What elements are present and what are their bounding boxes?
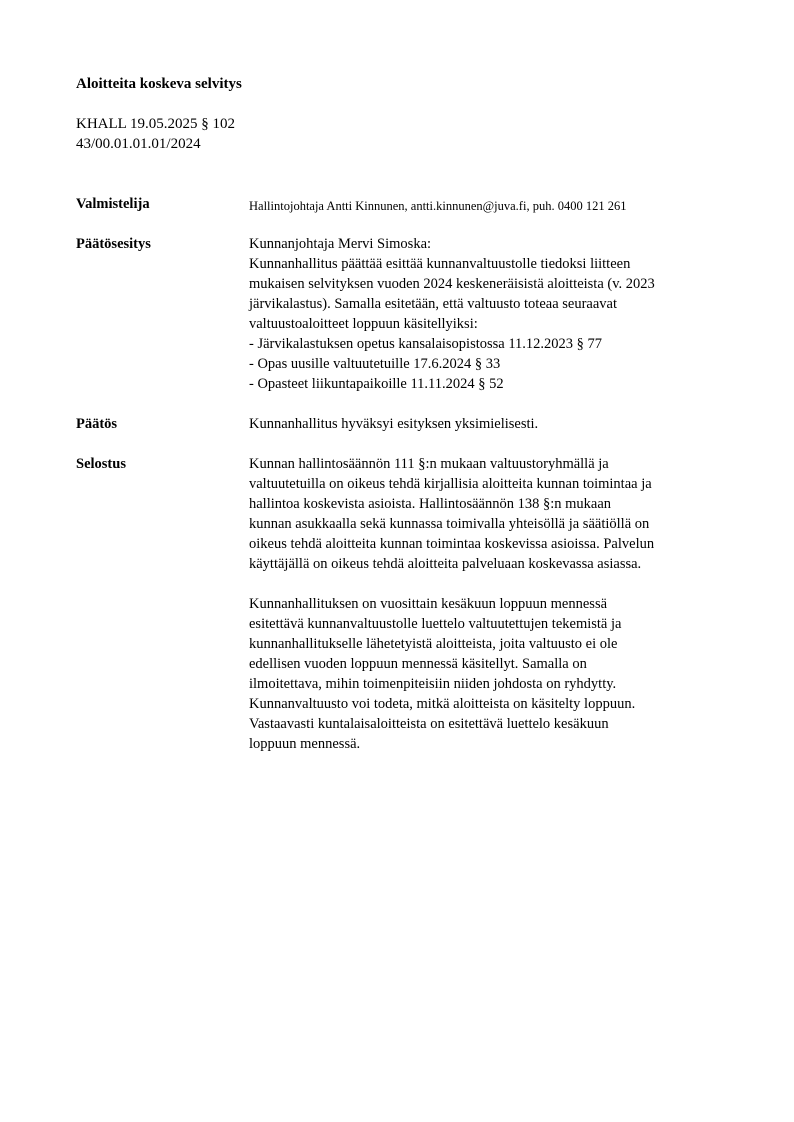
explanation-line: esitettävä kunnanvaltuustolle luettelo valtuutettujen tekemistä ja [249, 616, 622, 632]
explanation-line: hallintoa koskevista asioista. Hallintosäännön 138 §:n mukaan [249, 496, 612, 512]
proposal-list-item: - Opasteet liikuntapaikoille 11.11.2024 § 52 [249, 376, 504, 392]
explanation-line: Vastaavasti kuntalaisaloitteista on esitettävä luettelo kesäkuun [249, 716, 609, 732]
explanation-line: loppuun mennessä. [249, 736, 361, 752]
explanation-line: ilmoitettava, mihin toimenpiteisiin niiden johdosta on ryhdytty. [249, 676, 617, 692]
proposal-line: järvikalastus). Samalla esitetään, että valtuusto toteaa seuraavat [249, 296, 617, 312]
proposal-line: Kunnanjohtaja Mervi Simoska: [249, 236, 432, 252]
explanation-line: käyttäjällä on oikeus tehdä aloitteita palveluaan koskevassa asiassa. [249, 556, 642, 572]
proposal-list-item: - Järvikalastuksen opetus kansalaisopistossa 11.12.2023 § 77 [249, 336, 603, 352]
decision-text [249, 414, 749, 434]
preparer-text: Hallintojohtaja Antti Kinnunen, antti.kinnunen@juva.fi, puh. 0400 121 261 [249, 199, 627, 213]
document-title: Aloitteita koskeva selvitys [76, 76, 242, 92]
explanation-line: edellisen vuoden loppuun mennessä käsitellyt. Samalla on [249, 656, 587, 672]
paragraph-gap [249, 574, 749, 594]
proposal-text [249, 234, 749, 394]
explanation-text [249, 454, 749, 754]
section-label-valmistelija: Valmistelija [76, 196, 150, 212]
section-label-selostus: Selostus [76, 456, 126, 472]
explanation-line: kunnan asukkaalla sekä kunnassa toimivalla yhteisöllä ja säätiöllä on [249, 516, 650, 532]
preparer-info [249, 196, 749, 216]
diary-number: 43/00.01.01.01/2024 [76, 136, 201, 152]
proposal-list-item: - Opas uusille valtuutetuille 17.6.2024 § 33 [249, 356, 501, 372]
explanation-line: oikeus tehdä aloitteita kunnan toimintaa koskevissa asioissa. Palvelun [249, 536, 655, 552]
proposal-line: valtuustoaloitteet loppuun käsitellyiksi: [249, 316, 478, 332]
meeting-reference: KHALL 19.05.2025 § 102 [76, 116, 236, 132]
proposal-line: Kunnanhallitus päättää esittää kunnanvaltuustolle tiedoksi liitteen [249, 256, 631, 272]
explanation-line: Kunnanvaltuusto voi todeta, mitkä aloitteista on käsitelty loppuun. [249, 696, 636, 712]
decision-line: Kunnanhallitus hyväksyi esityksen yksimielisesti. [249, 416, 539, 432]
explanation-line: Kunnan hallintosäännön 111 §:n mukaan valtuustoryhmällä ja [249, 456, 609, 472]
proposal-line: mukaisen selvityksen vuoden 2024 keskeneräisistä aloitteista (v. 2023 [249, 276, 655, 292]
section-label-paatosesitys: Päätösesitys [76, 236, 151, 252]
explanation-line: Kunnanhallituksen on vuosittain kesäkuun loppuun mennessä [249, 596, 608, 612]
explanation-line: kunnanhallitukselle lähetetyistä aloitteista, joita valtuusto ei ole [249, 636, 618, 652]
section-label-paatos: Päätös [76, 416, 118, 432]
explanation-line: valtuutetuilla on oikeus tehdä kirjallisia aloitteita kunnan toimintaa ja [249, 476, 652, 492]
